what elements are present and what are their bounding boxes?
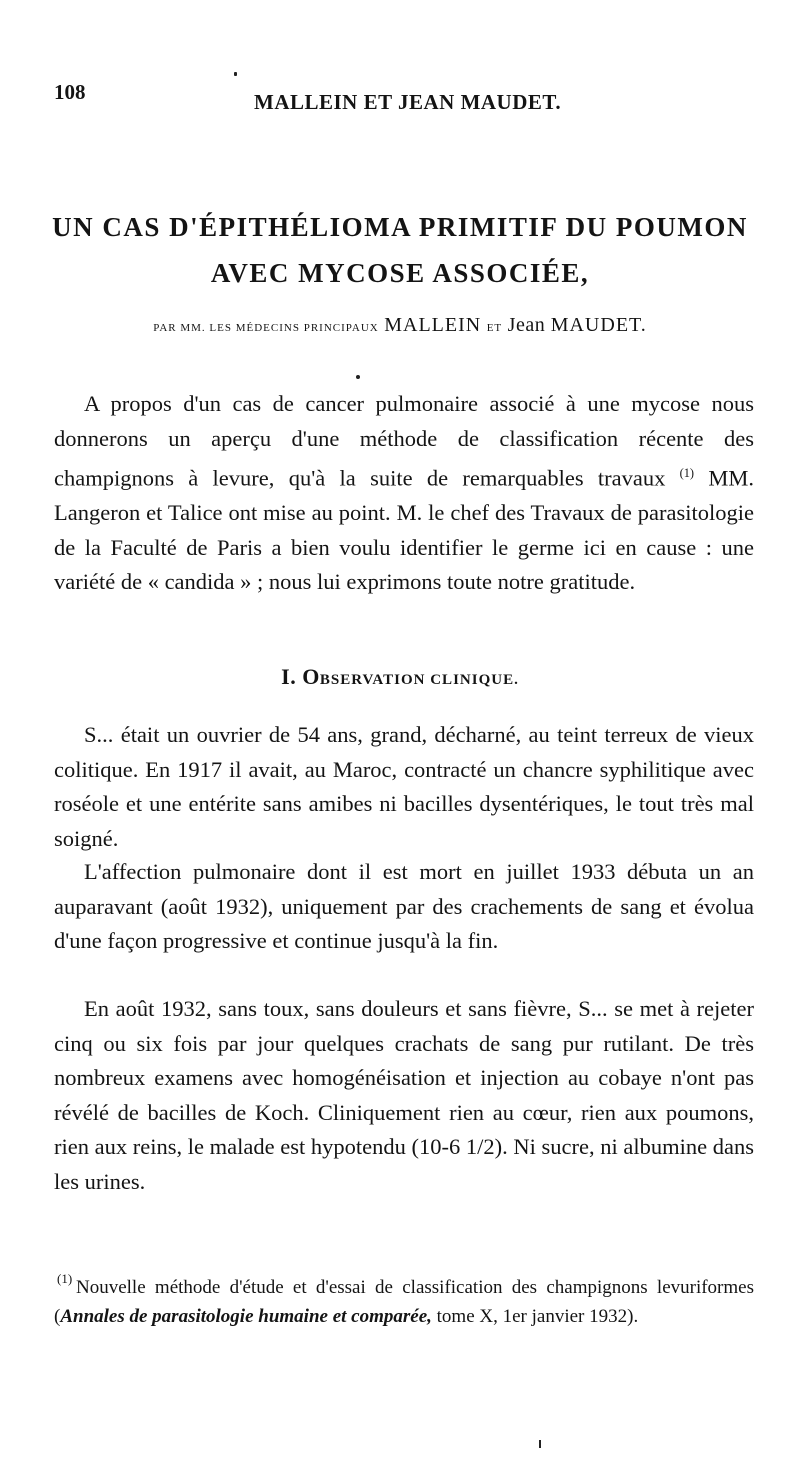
article-title-line2: AVEC MYCOSE ASSOCIÉE, xyxy=(210,258,590,288)
section-number: I. xyxy=(281,664,297,689)
note-reference: (1) xyxy=(679,466,695,480)
byline xyxy=(0,314,800,337)
byline-author1: MALLEIN xyxy=(384,314,482,336)
footnote-text-before: Nouvelle méthode d'étude et d'essai de classification des champignons levuriformes ( xyxy=(54,1277,754,1327)
print-speck xyxy=(356,375,360,379)
section-title-rest: BSERVATION CLINIQUE. xyxy=(319,672,519,688)
byline-et: ET xyxy=(486,322,503,334)
running-title: MALLEIN ET JEAN MAUDET. xyxy=(254,90,562,114)
byline-author2-first: Jean xyxy=(507,314,546,336)
footnote-journal: Annales de parasitologie humaine et comparée, xyxy=(60,1305,432,1327)
section-title-initial: O xyxy=(302,664,320,689)
body-paragraph-1: S... était un ouvrier de 54 ans, grand, décharné, au teint terreux de vieux colitique. En 1917 il avait, au Maroc, contracté un chancre syphilitique avec roséole et une entérite sans amibes ni bacilles dysentériques, le tout très mal soigné. xyxy=(54,722,754,851)
section-heading xyxy=(0,664,800,690)
running-header xyxy=(54,80,760,120)
article-title-line1: UN CAS D'ÉPITHÉLIOMA PRIMITIF DU POUMON xyxy=(52,212,748,242)
print-speck xyxy=(539,1440,541,1448)
byline-par: PAR MM. LES MÉDECINS PRINCIPAUX xyxy=(153,322,379,334)
page-number: 108 xyxy=(54,80,86,104)
footnote-marker: (1) xyxy=(57,1271,73,1286)
footnote-text-after: tome X, 1er janvier 1932). xyxy=(431,1305,639,1327)
body-paragraph-2: L'affection pulmonaire dont il est mort en juillet 1933 débuta un an auparavant (août 1932), uniquement par des crachements de sang et évolua d'une façon progressive et continue jusqu'à la fin. xyxy=(54,859,754,953)
print-speck xyxy=(234,72,237,76)
intro-text-after-note: MM. Langeron et Talice ont mise au point. M. le chef des Travaux de parasitologie de la Faculté de Paris a bien voulu identifier le germe ici en cause : une variété de « candida » ; nous lui exprimons toute notre gratitude. xyxy=(54,465,754,594)
intro-paragraph xyxy=(54,387,754,600)
body-paragraph-3: En août 1932, sans toux, sans douleurs et sans fièvre, S... se met à rejeter cinq ou six fois par jour quelques crachats de sang pur rutilant. De très nombreux examens avec homogénéisation et injection au cobaye n'ont pas révélé de bacilles de Koch. Cliniquement rien au cœur, rien aux poumons, rien aux reins, le malade est hypotendu (10-6 1/2). Ni sucre, ni albumine dans les urines. xyxy=(54,996,754,1194)
intro-text-before-note: A propos d'un cas de cancer pulmonaire associé à une mycose nous donnerons un aperçu d'une méthode de classification récente des champignons à levure, qu'à la suite de remarquables travaux xyxy=(54,391,754,491)
byline-author2-last: MAUDET. xyxy=(550,314,647,336)
footnote xyxy=(54,1274,754,1331)
